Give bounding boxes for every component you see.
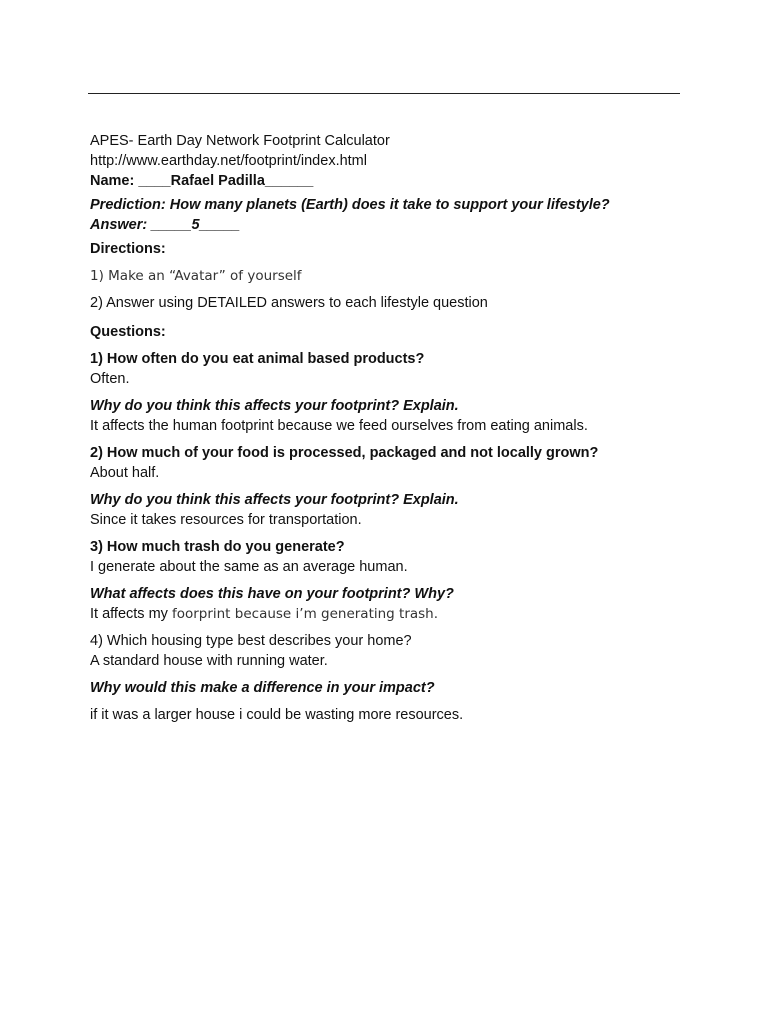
answer-4: A standard house with running water. — [90, 653, 328, 669]
questions-heading: Questions: — [90, 324, 166, 340]
document-body — [90, 131, 730, 725]
answer-2: About half. — [90, 465, 160, 481]
header-rule — [88, 93, 680, 94]
answer-3: I generate about the same as an average human. — [90, 559, 408, 575]
question-3: 3) How much trash do you generate? — [90, 539, 345, 555]
answer-1-why: It affects the human footprint because we feed ourselves from eating animals. — [90, 418, 588, 434]
source-url: http://www.earthday.net/footprint/index.html — [90, 153, 367, 169]
document-title: APES- Earth Day Network Footprint Calculator — [90, 133, 390, 149]
question-1: 1) How often do you eat animal based products? — [90, 351, 425, 367]
answer-4-why: if it was a larger house i could be wasting more resources. — [90, 707, 464, 723]
answer-3-why — [90, 604, 730, 624]
question-2-why: Why do you think this affects your footprint? Explain. — [90, 492, 459, 508]
answer-3-why-part1: It affects my — [90, 606, 172, 622]
direction-step-1: 1) Make an “Avatar” of yourself — [90, 268, 302, 284]
prediction-answer: Answer: _____5_____ — [90, 217, 240, 233]
directions-heading: Directions: — [90, 241, 166, 257]
answer-2-why: Since it takes resources for transportation. — [90, 512, 362, 528]
direction-step-2: 2) Answer using DETAILED answers to each lifestyle question — [90, 295, 488, 311]
question-3-why: What affects does this have on your footprint? Why? — [90, 586, 454, 602]
student-name: Name: ____Rafael Padilla______ — [90, 173, 314, 189]
answer-3-why-part2: foorprint because i’m generating trash. — [171, 606, 439, 622]
question-2: 2) How much of your food is processed, packaged and not locally grown? — [90, 445, 599, 461]
question-4-why: Why would this make a difference in your impact? — [90, 680, 435, 696]
answer-1: Often. — [90, 371, 130, 387]
question-4: 4) Which housing type best describes your home? — [90, 633, 412, 649]
prediction-question: Prediction: How many planets (Earth) does it take to support your lifestyle? — [90, 197, 610, 213]
question-1-why: Why do you think this affects your footprint? Explain. — [90, 398, 459, 414]
